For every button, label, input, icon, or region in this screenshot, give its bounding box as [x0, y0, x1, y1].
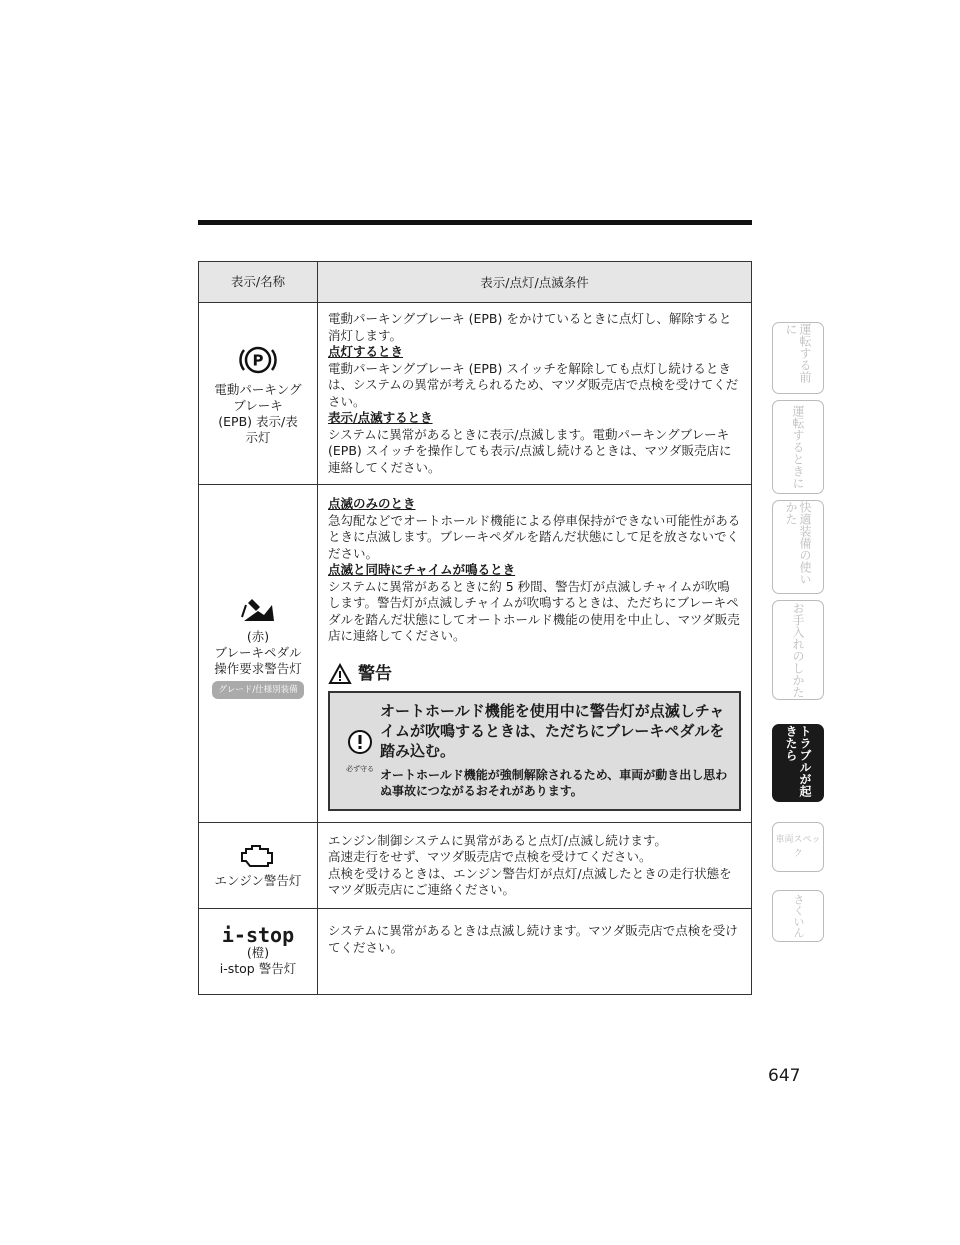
grade-badge: グレード/仕様別装備	[212, 681, 303, 699]
condition-text: 点検を受けるときは、エンジン警告灯が点灯/点滅したときの走行状態をマツダ販売店にご連絡ください。	[328, 865, 732, 897]
warning-triangle-icon	[328, 663, 352, 685]
condition-cell	[318, 909, 752, 995]
warning-main-text: オートホールド機能を使用中に警告灯が点滅しチャイムが吹鳴するときは、ただちにブレーキペダルを踏み込む。	[380, 701, 725, 760]
condition-text: システムに異常があるときに約 5 秒間、警告灯が点滅しチャイムが吹鳴します。警告灯が点滅しチャイムが吹鳴するときは、ただちにブレーキペダルを踏んだ状態にしてオートホールド機能の使用を中止し、マツダ販売店に連絡してください。	[328, 578, 740, 644]
exclamation-circle-icon	[347, 729, 373, 755]
tab-index[interactable]: さくいん	[772, 890, 824, 942]
top-rule	[198, 220, 752, 225]
condition-heading: 点滅のみのとき	[328, 496, 416, 512]
table-row	[199, 909, 752, 995]
tab-specs[interactable]: 車両スペック	[772, 822, 824, 872]
condition-heading: 点滅と同時にチャイムが鳴るとき	[328, 562, 516, 578]
condition-text: 電動パーキングブレーキ (EPB) スイッチを解除しても点灯し続けるときは、システムの異常が考えられるため、マツダ販売店で点検を受けてください。	[328, 360, 739, 409]
tab-while-driving[interactable]: 運転するときに	[772, 400, 824, 494]
table-row	[199, 823, 752, 909]
condition-cell	[318, 303, 752, 485]
tab-comfort-features[interactable]: 快適装備の使いかた	[772, 500, 824, 594]
condition-text: 急勾配などでオートホールド機能による停車保持ができない可能性があるときに点滅します。ブレーキペダルを踏んだ状態にして足を放さないでください。	[328, 512, 741, 561]
condition-heading: 表示/点滅するとき	[328, 410, 433, 425]
page-number: 647	[768, 1066, 801, 1086]
must-follow-label: 必ず守る	[346, 765, 374, 774]
indicator-name: 操作要求警告灯	[214, 661, 302, 676]
svg-text:P: P	[252, 351, 264, 369]
brake-pedal-foot-icon	[238, 595, 278, 625]
tab-before-driving[interactable]: 運転する前に	[772, 322, 824, 394]
indicator-cell	[199, 303, 318, 485]
table-row	[199, 485, 752, 823]
indicator-name: ブレーキペダル	[214, 645, 302, 660]
condition-text: 高速走行をせず、マツダ販売店で点検を受けてください。	[328, 849, 652, 864]
indicator-name: エンジン警告灯	[214, 872, 302, 888]
indicator-table	[198, 261, 752, 995]
indicator-name: ブレーキ	[233, 397, 283, 413]
condition-cell	[318, 823, 752, 909]
indicator-name: (赤)	[246, 629, 270, 644]
table-row	[199, 303, 752, 485]
indicator-name: 示灯	[245, 429, 271, 445]
condition-text: システムに異常があるときに表示/点滅します。電動パーキングブレーキ (EPB) スイッチを操作しても表示/点滅し続けるときは、マツダ販売店に連絡してください。	[328, 426, 732, 475]
header-condition: 表示/点灯/点滅条件	[318, 262, 752, 303]
indicator-name: i-stop 警告灯	[219, 960, 297, 976]
indicator-cell	[199, 823, 318, 909]
condition-heading: 点灯するとき	[328, 344, 404, 359]
indicator-name: (橙)	[246, 944, 270, 960]
indicator-name: 電動パーキング	[214, 381, 302, 397]
warning-title: 警告	[358, 663, 392, 684]
indicator-cell	[199, 909, 318, 995]
indicator-cell	[199, 485, 318, 823]
condition-text: エンジン制御システムに異常があると点灯/点滅し続けます。	[328, 832, 667, 848]
condition-cell	[318, 485, 752, 823]
warning-heading	[328, 663, 741, 685]
condition-text: 電動パーキングブレーキ (EPB) をかけているときに点灯し、解除すると消灯します。	[328, 311, 732, 343]
engine-icon	[238, 843, 278, 869]
tab-troubleshooting[interactable]: トラブルが起きたら	[772, 724, 824, 802]
parking-brake-p-icon	[238, 342, 278, 378]
indicator-name: (EPB) 表示/表	[218, 413, 298, 429]
tab-maintenance[interactable]: お手入れのしかた	[772, 600, 824, 700]
must-follow-mark	[340, 701, 380, 799]
i-stop-icon: i-stop	[221, 922, 295, 947]
header-name: 表示/名称	[199, 262, 318, 303]
warning-box	[328, 691, 741, 811]
condition-text: システムに異常があるときは点滅し続けます。マツダ販売店で点検を受けてください。	[328, 923, 738, 955]
table-header-row	[199, 262, 752, 303]
warning-sub-text: オートホールド機能が強制解除されるため、車両が動き出し思わぬ事故につながるおそれがあります。	[380, 767, 728, 798]
